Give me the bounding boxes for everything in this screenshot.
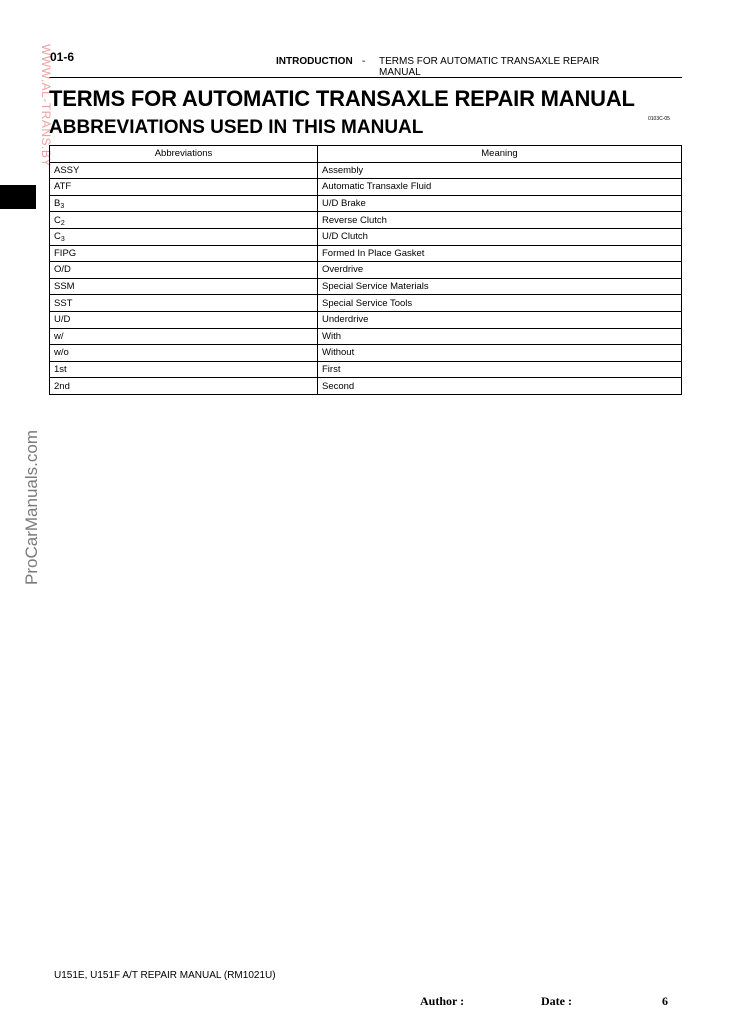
- abbreviation-text: B: [54, 198, 61, 210]
- header-separator: -: [362, 56, 366, 67]
- abbreviation-cell: [50, 162, 318, 179]
- abbreviation-text: O/D: [54, 264, 71, 276]
- footer-author-label: Author :: [420, 994, 465, 1008]
- meaning-cell: Reverse Clutch: [318, 212, 682, 229]
- abbreviation-text: ASSY: [54, 164, 80, 176]
- meaning-cell: Automatic Transaxle Fluid: [318, 179, 682, 196]
- meaning-cell: Second: [318, 378, 682, 395]
- meaning-cell: Special Service Tools: [318, 295, 682, 312]
- table-row: [50, 162, 682, 179]
- table-header-row: [50, 146, 682, 163]
- abbreviation-cell: [50, 212, 318, 229]
- table-row: [50, 328, 682, 345]
- column-header-abbreviations: Abbreviations: [50, 146, 318, 163]
- table-row: [50, 245, 682, 262]
- abbreviations-table: [49, 145, 682, 395]
- abbreviation-cell: [50, 328, 318, 345]
- abbreviation-text: 1st: [54, 364, 67, 376]
- table-row: [50, 361, 682, 378]
- table-row: [50, 262, 682, 279]
- abbreviation-text: w/: [54, 330, 64, 342]
- footer-page-number: 6: [662, 994, 668, 1008]
- abbreviation-text: 2nd: [54, 380, 70, 392]
- meaning-cell: With: [318, 328, 682, 345]
- header-section: INTRODUCTION: [276, 56, 353, 67]
- table-row: [50, 311, 682, 328]
- abbreviation-text: SST: [54, 297, 73, 309]
- meaning-cell: Overdrive: [318, 262, 682, 279]
- meaning-cell: U/D Brake: [318, 195, 682, 212]
- abbreviation-cell: [50, 195, 318, 212]
- abbreviation-text: FIPG: [54, 247, 77, 259]
- watermark-al-trans: WWW.AL-TRANS.BY: [39, 44, 53, 167]
- section-tab-marker: [0, 185, 36, 209]
- table-row: [50, 295, 682, 312]
- abbreviation-text: C: [54, 214, 61, 226]
- meaning-cell: Special Service Materials: [318, 278, 682, 295]
- abbreviation-subscript: 3: [60, 203, 65, 211]
- abbreviation-text: SSM: [54, 281, 75, 293]
- table-row: [50, 378, 682, 395]
- abbreviation-text: U/D: [54, 314, 71, 326]
- column-header-meaning: Meaning: [318, 146, 682, 163]
- table-row: [50, 212, 682, 229]
- watermark-procarmanuals: ProCarManuals.com: [22, 430, 41, 585]
- abbreviation-cell: [50, 278, 318, 295]
- page-number: 01-6: [50, 50, 75, 64]
- abbreviation-subscript: 3: [60, 236, 65, 244]
- meaning-cell: Without: [318, 345, 682, 362]
- abbreviation-cell: [50, 228, 318, 245]
- abbreviation-cell: [50, 245, 318, 262]
- abbreviation-text: ATF: [54, 181, 72, 193]
- document-code: 0103C-05: [648, 116, 670, 122]
- table-row: [50, 195, 682, 212]
- abbreviation-cell: [50, 179, 318, 196]
- header-rule: [49, 77, 682, 78]
- meaning-cell: First: [318, 361, 682, 378]
- page-title: TERMS FOR AUTOMATIC TRANSAXLE REPAIR MANUAL: [49, 86, 635, 111]
- abbreviation-cell: [50, 361, 318, 378]
- abbreviation-cell: [50, 262, 318, 279]
- abbreviation-subscript: 2: [60, 219, 65, 227]
- abbreviation-text: w/o: [54, 347, 69, 359]
- header-chapter-title: TERMS FOR AUTOMATIC TRANSAXLE REPAIR MANUAL: [379, 56, 600, 78]
- table-row: [50, 228, 682, 245]
- meaning-cell: U/D Clutch: [318, 228, 682, 245]
- meaning-cell: Assembly: [318, 162, 682, 179]
- abbreviation-cell: [50, 311, 318, 328]
- abbreviation-cell: [50, 345, 318, 362]
- table-row: [50, 345, 682, 362]
- section-subtitle: ABBREVIATIONS USED IN THIS MANUAL: [49, 117, 424, 138]
- meaning-cell: Formed In Place Gasket: [318, 245, 682, 262]
- abbreviation-cell: [50, 378, 318, 395]
- meaning-cell: Underdrive: [318, 311, 682, 328]
- footer-manual-title: U151E, U151F A/T REPAIR MANUAL (RM1021U): [54, 970, 276, 981]
- table-row: [50, 278, 682, 295]
- table-row: [50, 179, 682, 196]
- abbreviation-cell: [50, 295, 318, 312]
- footer-date-label: Date :: [541, 994, 572, 1008]
- abbreviation-text: C: [54, 231, 61, 243]
